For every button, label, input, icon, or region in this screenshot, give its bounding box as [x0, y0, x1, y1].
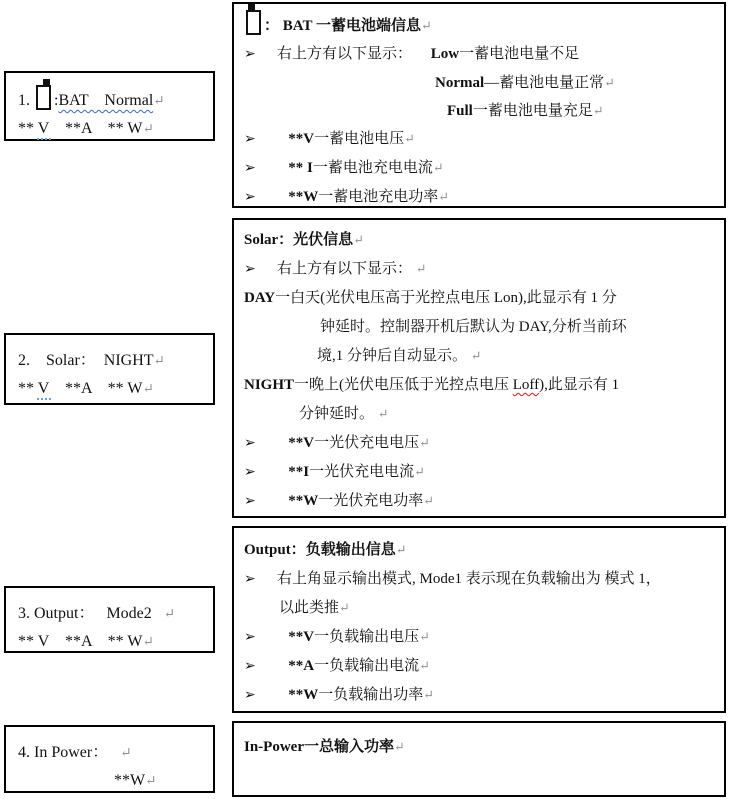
return-mark-icon: ↵ — [420, 19, 432, 33]
bullet-arrow-icon: ➢ — [244, 572, 256, 587]
text-segment: Solar： — [244, 232, 294, 248]
text-segment: ),此显示有 1 — [539, 377, 620, 393]
text-segment: V — [37, 380, 53, 397]
text-line — [244, 69, 716, 97]
text-segment: ** I — [288, 160, 313, 176]
text-segment: 一光伏充电功率 — [318, 493, 424, 509]
bullet-arrow-icon: ➢ — [244, 688, 256, 703]
text-segment — [277, 160, 288, 176]
text-line — [244, 536, 716, 565]
text-segment: 一白天(光伏电压高于光控点电压 Lon),此显示有 1 分 — [275, 290, 617, 306]
bullet-arrow-icon: ➢ — [244, 47, 256, 62]
text-line — [244, 97, 716, 125]
bullet-arrow-icon: ➢ — [244, 161, 256, 176]
text-segment: 2. Solar： NIGHT — [18, 352, 154, 369]
text-segment — [277, 131, 288, 147]
text-segment: 负载输出信息 — [305, 542, 396, 558]
lcd-screen-4-in-power — [4, 725, 215, 793]
text-line — [244, 594, 716, 623]
text-segment: 右上方有以下显示： — [277, 46, 431, 62]
text-segment: **W — [288, 189, 319, 205]
text-segment: 一蓄电池充电电流 — [312, 160, 433, 176]
battery-icon — [36, 85, 51, 110]
return-mark-icon: ↵ — [395, 543, 407, 557]
text-line — [244, 342, 716, 371]
text-segment: Normal — [435, 75, 485, 91]
description-battery-info — [232, 2, 726, 208]
text-segment: 一负载输出功率 — [318, 687, 424, 703]
text-line — [244, 623, 716, 652]
text-line — [244, 313, 716, 342]
text-line — [18, 85, 209, 115]
return-mark-icon: ↵ — [419, 659, 430, 673]
return-mark-icon: ↵ — [423, 688, 434, 702]
return-mark-icon: ↵ — [604, 76, 615, 90]
return-mark-icon: ↵ — [153, 93, 165, 108]
text-segment: **W — [288, 687, 319, 703]
text-line — [244, 487, 716, 516]
text-line — [18, 739, 209, 767]
text-segment — [277, 493, 288, 509]
text-segment: 境,1 分钟后自动显示。 — [317, 348, 471, 364]
text-line — [244, 565, 716, 594]
return-mark-icon: ↵ — [142, 381, 154, 396]
text-segment: V — [37, 120, 53, 137]
text-segment: **A ** W — [52, 120, 143, 137]
text-segment: : — [54, 92, 59, 109]
text-segment: 3. Output： Mode2 — [18, 605, 164, 622]
text-segment: BAT Normal — [58, 92, 154, 109]
text-segment — [277, 629, 288, 645]
lcd-screen-2-solar — [4, 333, 215, 405]
text-segment — [277, 464, 288, 480]
text-line — [244, 429, 716, 458]
return-mark-icon: ↵ — [153, 353, 165, 368]
text-segment — [277, 687, 288, 703]
text-segment: 一光伏充电电压 — [314, 435, 420, 451]
text-segment: **W — [114, 772, 146, 789]
text-segment — [277, 189, 288, 205]
bullet-arrow-icon: ➢ — [244, 132, 256, 147]
text-line — [244, 400, 716, 429]
text-segment: 一晚上(光伏电压低于光控点电压 — [294, 377, 513, 393]
text-line — [244, 40, 716, 69]
text-line — [18, 347, 209, 375]
description-solar-info — [232, 218, 726, 518]
return-mark-icon: ↵ — [142, 634, 154, 649]
text-segment: Loff — [512, 377, 540, 393]
text-segment: 右上角显示输出模式, Mode1 表示现在负载输出为 模式 1， — [277, 571, 661, 587]
bullet-arrow-icon: ➢ — [244, 630, 256, 645]
text-line — [18, 375, 209, 403]
text-line — [244, 652, 716, 681]
description-in-power-info — [232, 721, 726, 797]
text-line — [18, 115, 209, 143]
return-mark-icon: ↵ — [419, 436, 430, 450]
return-mark-icon: ↵ — [415, 262, 427, 276]
text-segment: Full — [447, 103, 473, 119]
text-line — [244, 183, 716, 212]
return-mark-icon: ↵ — [414, 465, 425, 479]
battery-icon — [246, 10, 261, 35]
text-segment: 一总输入功率 — [304, 739, 395, 755]
text-segment: 一负载输出电压 — [314, 629, 420, 645]
text-segment: 以此类推 — [279, 600, 340, 616]
text-segment: ** — [18, 120, 38, 137]
text-line — [244, 371, 716, 400]
text-segment: 一负载输出电流 — [314, 658, 420, 674]
text-line — [18, 600, 209, 628]
text-segment — [277, 435, 288, 451]
text-segment: 1. — [18, 92, 34, 109]
text-line — [244, 226, 716, 255]
text-line — [18, 767, 209, 795]
return-mark-icon: ↵ — [423, 494, 434, 508]
return-mark-icon: ↵ — [142, 121, 154, 136]
bullet-arrow-icon: ➢ — [244, 262, 256, 277]
text-segment: NIGHT — [244, 377, 295, 393]
text-segment: 一蓄电池电量不足 — [459, 46, 580, 62]
description-output-info — [232, 526, 726, 713]
text-segment: In-Power — [244, 739, 304, 755]
return-mark-icon: ↵ — [592, 104, 604, 118]
text-segment: 4. In Power： — [18, 744, 121, 761]
text-segment: 一蓄电池充电功率 — [318, 189, 439, 205]
return-mark-icon: ↵ — [404, 132, 415, 146]
text-line — [244, 154, 716, 183]
text-segment: ** — [18, 380, 38, 397]
text-segment: ** V **A ** W — [18, 633, 143, 650]
lcd-screen-1-battery — [4, 71, 215, 141]
text-segment: **A ** W — [52, 380, 143, 397]
return-mark-icon: ↵ — [394, 740, 405, 754]
bullet-arrow-icon: ➢ — [244, 465, 256, 480]
lcd-screen-3-output — [4, 586, 215, 653]
text-segment: 一蓄电池电压 — [314, 131, 405, 147]
text-segment: DAY — [244, 290, 276, 306]
text-line — [244, 458, 716, 487]
text-segment: 分钟延时。 — [299, 406, 378, 422]
text-segment: 钟延时。控制器开机后默认为 DAY,分析当前环 — [320, 319, 627, 335]
text-line — [18, 628, 209, 656]
return-mark-icon: ↵ — [145, 773, 157, 788]
text-segment: 右上方有以下显示： — [277, 261, 416, 277]
text-segment: **V — [288, 629, 315, 645]
text-line — [244, 284, 716, 313]
return-mark-icon: ↵ — [339, 601, 350, 615]
text-segment: Low — [430, 46, 460, 62]
bullet-arrow-icon: ➢ — [244, 494, 256, 509]
text-segment: —蓄电池电量正常 — [484, 75, 605, 91]
text-segment: 一蓄电池电量充足 — [472, 103, 593, 119]
return-mark-icon: ↵ — [432, 161, 444, 175]
return-mark-icon: ↵ — [353, 233, 364, 247]
text-line — [244, 255, 716, 284]
text-segment: **I — [288, 464, 310, 480]
bullet-arrow-icon: ➢ — [244, 659, 256, 674]
bullet-arrow-icon: ➢ — [244, 190, 256, 205]
text-segment — [277, 658, 288, 674]
text-segment: **V — [288, 131, 315, 147]
text-segment: ： BAT 一蓄电池端信息 — [264, 18, 421, 34]
return-mark-icon: ↵ — [419, 630, 430, 644]
text-line — [244, 733, 716, 761]
return-mark-icon: ↵ — [377, 407, 389, 421]
return-mark-icon: ↵ — [470, 349, 482, 363]
text-segment: **V — [288, 435, 315, 451]
text-segment: 光伏信息 — [293, 232, 354, 248]
text-line — [244, 10, 716, 40]
text-segment: 一光伏充电电流 — [309, 464, 415, 480]
bullet-arrow-icon: ➢ — [244, 436, 256, 451]
text-segment: **W — [288, 493, 319, 509]
text-line — [244, 681, 716, 710]
return-mark-icon: ↵ — [163, 606, 176, 621]
text-line — [244, 125, 716, 154]
text-segment: **A — [288, 658, 315, 674]
return-mark-icon: ↵ — [120, 745, 132, 760]
text-segment: Output： — [244, 542, 306, 558]
return-mark-icon: ↵ — [438, 190, 449, 204]
